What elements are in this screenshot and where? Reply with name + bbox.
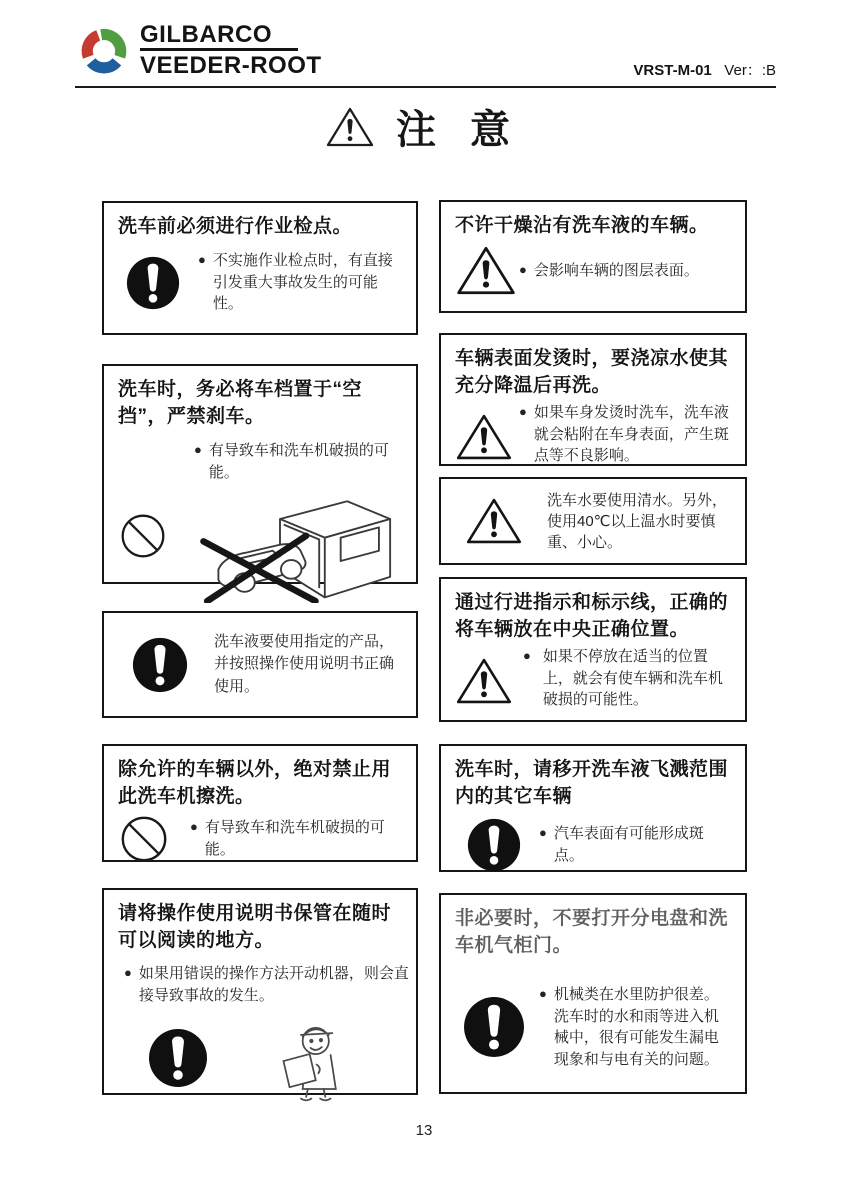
box-body: ● 有导致车和洗车机破损的可能。 <box>190 817 390 861</box>
caution-triangle-icon <box>326 106 374 148</box>
warning-triangle-icon <box>455 412 513 462</box>
box-title: 通过行进指示和标示线，正确的将车辆放在中央正确位置。 <box>455 592 729 640</box>
warning-box-specified-detergent <box>102 611 418 718</box>
logo-text-veeder-root: VEEDER-ROOT <box>140 52 322 80</box>
bullet: ● <box>523 647 531 663</box>
warning-box-no-drying-with-detergent <box>439 200 747 313</box>
bullet: ● <box>124 964 132 980</box>
bullet: ● <box>539 985 547 1001</box>
box-title: 洗车时，务必将车档置于“空挡”，严禁刹车。 <box>118 379 363 427</box>
version-label: Ver： <box>724 62 762 79</box>
box-title: 除允许的车辆以外，绝对禁止用此洗车机擦洗。 <box>118 759 392 807</box>
box-title: 车辆表面发烫时，要浇凉水使其充分降温后再洗。 <box>455 348 729 396</box>
box-body: ● 会影响车辆的图层表面。 <box>519 260 699 282</box>
box-title: 洗车前必须进行作业检点。 <box>118 216 353 237</box>
mandatory-exclamation-icon <box>132 637 188 693</box>
box-body: 洗车液要使用指定的产品，并按照操作使用说明书正确使用。 <box>214 632 395 695</box>
warning-box-cool-hot-surface <box>439 333 747 466</box>
warning-box-do-not-open-panels <box>439 893 747 1094</box>
warning-box-clean-water <box>439 477 747 565</box>
box-title: 洗车时，请移开洗车液飞溅范围内的其它车辆 <box>455 759 729 807</box>
mandatory-exclamation-icon <box>126 256 180 310</box>
warning-box-permitted-vehicles-only <box>102 744 418 862</box>
box-title: 不许干燥沾有洗车液的车辆。 <box>455 215 709 236</box>
warning-box-move-other-vehicles <box>439 744 747 872</box>
page-number: 13 <box>415 1122 433 1139</box>
box-title: 非必要时，不要打开分电盘和洗车机气柜门。 <box>455 908 729 956</box>
warning-box-pre-wash-inspection <box>102 201 418 335</box>
box-body: ● 如果不停放在适当的位置上，就会有使车辆和洗车机破损的可能性。 <box>523 646 731 711</box>
gilbarco-veeder-root-logo <box>76 22 322 80</box>
warning-box-keep-manual-accessible <box>102 888 418 1095</box>
bullet: ● <box>519 403 527 419</box>
page-title: 注 意 <box>396 107 522 152</box>
box-body: ● 不实施作业检点时，有直接引发重大事故发生的可能性。 <box>198 250 402 315</box>
doc-number: VRST-M-01 <box>633 62 712 79</box>
document-code <box>633 59 776 80</box>
box-body: ● 汽车表面有可能形成斑点。 <box>539 823 731 867</box>
bullet: ● <box>194 441 202 457</box>
gilbarco-logo-icon <box>76 22 132 80</box>
warning-box-neutral-gear <box>102 364 418 584</box>
warning-box-center-position <box>439 577 747 722</box>
prohibition-icon <box>120 815 168 863</box>
box-title: 请将操作使用说明书保管在随时可以阅读的地方。 <box>118 903 392 951</box>
box-body: ● 有导致车和洗车机破损的可能。 <box>194 440 402 484</box>
mandatory-exclamation-icon <box>467 818 521 872</box>
warning-triangle-icon <box>465 496 523 546</box>
warning-triangle-icon <box>455 656 513 706</box>
version-value: :B <box>761 62 776 79</box>
logo-text-gilbarco: GILBARCO <box>140 22 298 51</box>
box-body: ● 如果用错误的操作方法开动机器，则会直接导致事故的发生。 <box>124 963 416 1007</box>
prohibition-icon <box>120 513 166 559</box>
mandatory-exclamation-icon <box>463 996 525 1058</box>
box-body: ● 如果车身发烫时洗车，洗车液就会粘附在车身表面，产生斑点等不良影响。 <box>519 402 731 467</box>
mandatory-exclamation-icon <box>148 1028 208 1088</box>
bullet: ● <box>190 819 198 835</box>
bullet: ● <box>198 251 206 267</box>
bullet: ● <box>519 261 527 277</box>
warning-triangle-icon <box>455 244 517 297</box>
car-entering-wash-machine-crossed-illustration <box>186 491 402 603</box>
box-body: 洗车水要使用清水。另外，使用40℃以上温水时要慎重、小心。 <box>547 491 728 551</box>
box-body: ● 机械类在水里防护很差。洗车时的水和雨等进入机械中，很有可能发生漏电现象和与电有关的问题。 <box>539 984 731 1071</box>
bullet: ● <box>539 825 547 841</box>
header-divider <box>75 86 776 88</box>
person-reading-manual-illustration <box>266 1012 362 1104</box>
caution-heading <box>0 98 848 155</box>
